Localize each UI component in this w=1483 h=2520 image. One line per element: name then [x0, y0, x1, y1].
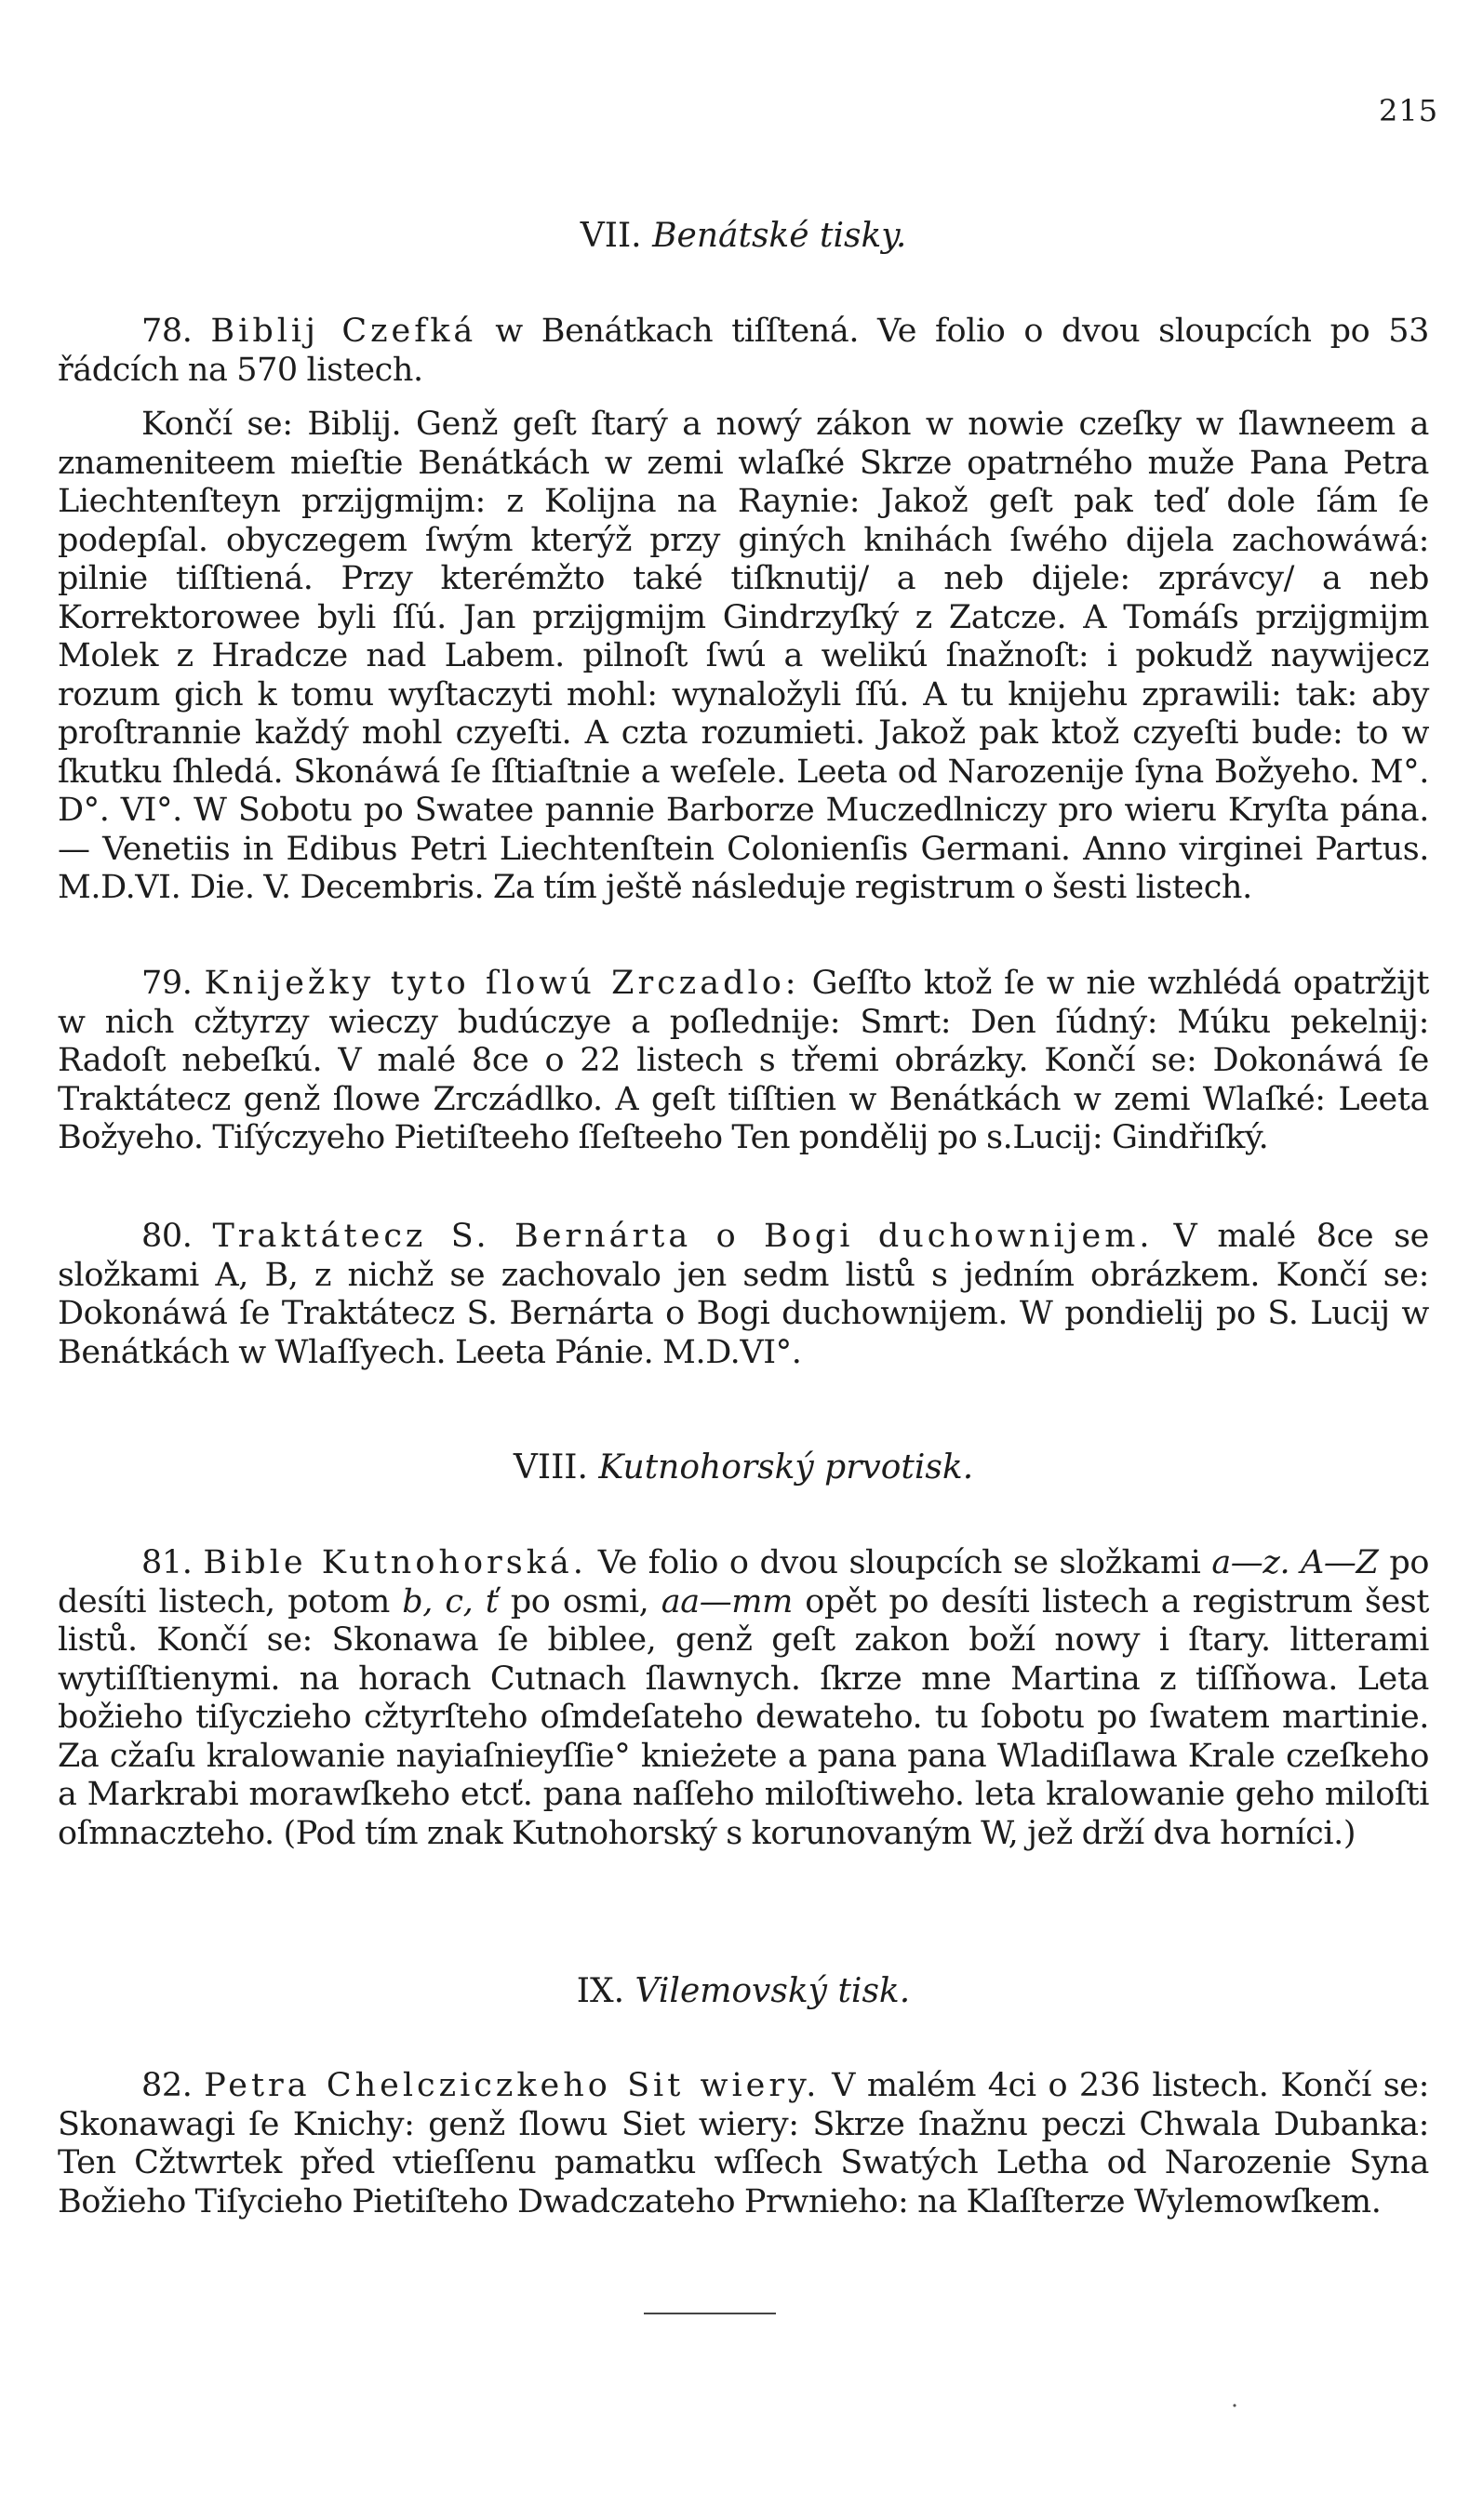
entry-intro: w Benátkach tiſſtená. Ve folio o dvou sloupcích po 53 řádcích na 570 listech. [58, 313, 1429, 389]
entry-82 [58, 2067, 1429, 2221]
section-title: Kutnohorský prvotisk. [598, 1448, 974, 1487]
closing-rule [644, 2313, 776, 2314]
entry-title: Biblij Czefká [210, 313, 477, 350]
section-heading-ix [58, 1971, 1429, 2012]
section-title: Vilemovský tisk. [635, 1972, 911, 2010]
entry-body: V malé 8ce se složkami A, B, z nichž se zachovalo jen sedm listů s jedním obrázkem. Končí se: Dokonáwá ſe Traktátecz S. Bernárta o Bogi duchownijem. W pondielij po S. Lucij w Benátkách w Wlaſſyech. Leeta Pánie. M.D.VI°. [58, 1218, 1429, 1371]
entry-79 [58, 965, 1429, 1158]
entry-number: 79. [141, 965, 193, 1002]
entry-title: Petra Chelcziczkeho Sit wiery. [204, 2067, 821, 2104]
entry-80 [58, 1218, 1429, 1372]
section-title: Benátské tisky. [652, 217, 907, 255]
entry-title: Bible Kutnohorská. [203, 1544, 587, 1581]
section-numeral: VIII. [513, 1448, 588, 1487]
entry-text: po osmi, [510, 1582, 649, 1620]
section-numeral: IX. [576, 1972, 625, 2010]
signature-range: A—Z [1301, 1544, 1379, 1581]
entry-body: V malém 4ci o 236 listech. Končí se: Skonawagi ſe Knichy: genž ſlowu Siet wiery: Skrze ſnažnu peczi Chwala Dubanka: Ten Cžtwrtek před vtieſſenu pamatku wſſech Swatých Letha od Narozenie Syna Božieho Tiſycieho Pietiſteho Dwadczateho Prwnieho: na Klaſſterze Wylemowſkem. [58, 2067, 1430, 2220]
signature-range: b, c, ť [402, 1582, 499, 1620]
entry-body: opět po desíti listech a registrum šest listů. Končí se: Skonawa ſe biblee, genž geſt zakon boží nowy i ſtary. litterami wytiſſtienymi. na horach Cutnach ſlawnych. ſkrze mne Martina z tiſſňowa. Leta božieho tiſyczieho cžtyrſteho oſmdeſateho dewateho. tu ſobotu po ſwatem martinie. Za cžaſu kralowanie nayiaſnieyſſie° knieżete a pana pana Wladiſlawa Krale czeſkeho a Markrabi morawſkeho etcť. pana naſſeho miloſtiweho. leta kralowanie geho miloſti oſmnaczteho. (Pod tím znak Kutnohorský s korunovaným W, jež drží dva horníci.) [58, 1582, 1429, 1852]
entry-text: po desíti listech, potom [58, 1544, 1429, 1620]
page-number: 215 [1379, 93, 1439, 128]
entry-78-body: Končí se: Biblij. Genž geſt ſtarý a nowý zákon w nowie czeſky w ſlawneem a znameniteem mieſtie Benátkách w zemi wlaſké Skrze opatrného muže Pana Petra Liechtenſteyn przijgmijm: z Kolijna na Raynie: Jakož geſt pak teď dole ſám ſe podepſal. obyczegem ſwým kterýž przy giných knihách ſwého dijela zachowáwá: pilnie tiſſtiená. Przy kterémžto také tiſknutij/ a neb dijele: zprávcy/ a neb Korrektorowee byli ſſú. Jan przijgmijm Gindrzyſký z Zatcze. A Tomáſs przijgmijm Molek z Hradcze nad Labem. pilnoſt ſwú a welikú ſnažnoſt: i pokudž naywijecz rozum gich k tomu wyſtaczyti mohl: wynaložyli ſſú. A tu knijehu zprawili: tak: aby proſtrannie každý mohl czyeſti. A czta rozumieti. Jakož pak ktož czyeſti bude: to w ſkutku ſhledá. Skonáwá ſe ſſtiaſtnie a weſele. Leeta od Narozenije ſyna Božyeho. M°. D°. VI°. W Sobotu po Swatee pannie Barborze Muczedlniczy pro wieru Kryſta pána. — Venetiis in Edibus Petri Liechtenſtein Colonienſis Germani. Anno virginei Partus. M.D.VI. Die. V. Decembris. Za tím ještě následuje registrum o šesti listech. [58, 406, 1429, 906]
entry-number: 82. [141, 2067, 193, 2104]
entry-number: 80. [141, 1218, 193, 1255]
section-heading-viii [58, 1447, 1429, 1488]
entry-number: 81. [141, 1544, 193, 1581]
entry-title: Kniježky tyto ſlowú Zrczadlo: [204, 965, 800, 1002]
entry-title: Traktátecz S. Bernárta o Bogi duchownijem. [212, 1218, 1154, 1255]
entry-78-heading [58, 313, 1429, 390]
section-heading-vii [58, 216, 1429, 257]
entry-body: Geſſto ktož ſe w nie wzhlédá opatržijt w nich cžtyrzy wieczy budúczye a poſlednije: Smrt: Den ſúdný: Múku pekelnij: Radoſt nebeſkú. V malé 8ce o 22 listech s třemi obrázky. Končí se: Dokonáwá ſe Traktátecz genž ſlowe Zrczádlko. A geſt tiſſtien w Benátkách w zemi Wlaſké: Leeta Božyeho. Tiſýczyeho Pietiſteeho ſſeſteeho Ten pondělij po s.Lucij: Gindřiſký. [58, 965, 1429, 1156]
signature-range: aa—mm [661, 1582, 793, 1620]
signature-range: a—z. [1211, 1544, 1290, 1581]
entry-81 [58, 1544, 1429, 1853]
section-numeral: VII. [580, 217, 642, 255]
entry-number: 78. [141, 313, 193, 350]
entry-intro: Ve folio o dvou sloupcích se složkami [597, 1544, 1201, 1581]
stray-mark: ˙ [1228, 2400, 1241, 2431]
